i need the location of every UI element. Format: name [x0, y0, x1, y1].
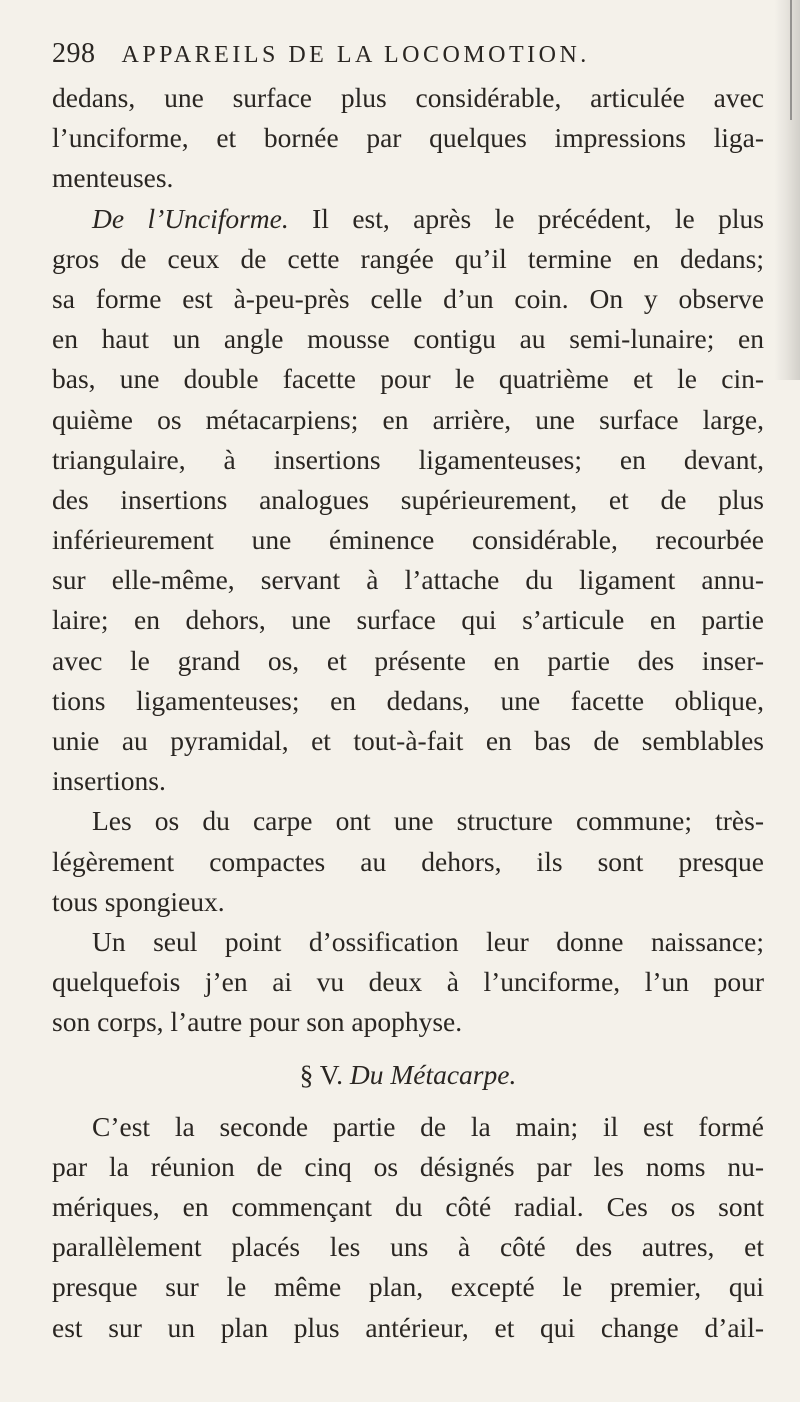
- text-line: par la réunion de cinq os désignés par les noms nu-: [52, 1150, 764, 1182]
- text-line: sa forme est à-peu-près celle d’un coin. On y observe: [52, 282, 764, 314]
- section-spacer: [52, 1095, 764, 1107]
- text-line: des insertions analogues supérieurement, et de plus: [52, 483, 764, 515]
- text-line: légèrement compactes au dehors, ils sont presque: [52, 845, 764, 877]
- text-line: menteuses.: [52, 162, 174, 194]
- text-line: presque sur le même plan, excepté le premier, qui: [52, 1271, 764, 1303]
- page-header: [52, 38, 590, 70]
- text-line: quelquefois j’en ai vu deux à l’unciforme, l’un pour: [52, 966, 764, 998]
- text-line: Les os du carpe ont une structure commune; très-: [92, 805, 764, 837]
- page-number: 298: [52, 38, 96, 69]
- body-text: [52, 78, 764, 1348]
- section-spacer: [52, 1043, 764, 1055]
- section-number: § V.: [299, 1058, 343, 1090]
- text-line: Un seul point d’ossification leur donne naissance;: [92, 925, 764, 957]
- text-line: inférieurement une éminence considérable, recourbée: [52, 524, 764, 556]
- text-line: quième os métacarpiens; en arrière, une surface large,: [52, 403, 764, 435]
- text-line: mériques, en commençant du côté radial. Ces os sont: [52, 1191, 764, 1223]
- page-edge-shadow: [774, 0, 800, 380]
- text-line: C’est la seconde partie de la main; il est formé: [92, 1110, 764, 1142]
- text-line: est sur un plan plus antérieur, et qui change d’ail-: [52, 1311, 764, 1343]
- paragraph-first-line: [52, 199, 764, 239]
- section-title: Du Métacarpe.: [349, 1058, 517, 1090]
- text-line: avec le grand os, et présente en partie des inser-: [52, 644, 764, 676]
- running-title: APPAREILS DE LA LOCOMOTION.: [121, 42, 590, 68]
- text-line: tions ligamenteuses; en dedans, une facette oblique,: [52, 684, 764, 716]
- text-fragment: Il est, après le précédent, le plus: [312, 202, 764, 234]
- text-line: tous spongieux.: [52, 885, 225, 917]
- text-line: parallèlement placés les uns à côté des autres, et: [52, 1231, 764, 1263]
- text-line: sur elle-même, servant à l’attache du ligament annu-: [52, 564, 764, 596]
- page-edge-line: [790, 0, 792, 120]
- text-line: en haut un angle mousse contigu au semi-lunaire; en: [52, 323, 764, 355]
- text-line: unie au pyramidal, et tout-à-fait en bas de semblables: [52, 725, 764, 756]
- text-line: l’unciforme, et bornée par quelques impressions liga-: [52, 122, 764, 154]
- section-heading: [52, 1055, 764, 1095]
- text-line: dedans, une surface plus considérable, articulée avec: [52, 82, 764, 113]
- text-line: insertions.: [52, 765, 166, 797]
- text-line: triangulaire, à insertions ligamenteuses; en devant,: [52, 443, 764, 475]
- text-line: gros de ceux de cette rangée qu’il termine en dedans;: [52, 242, 764, 274]
- text-line: laire; en dehors, une surface qui s’articule en partie: [52, 604, 764, 636]
- text-line: bas, une double facette pour le quatrième et le cin-: [52, 363, 764, 395]
- unciforme-heading: De l’Unciforme.: [92, 202, 289, 234]
- text-line: son corps, l’autre pour son apophyse.: [52, 1006, 463, 1038]
